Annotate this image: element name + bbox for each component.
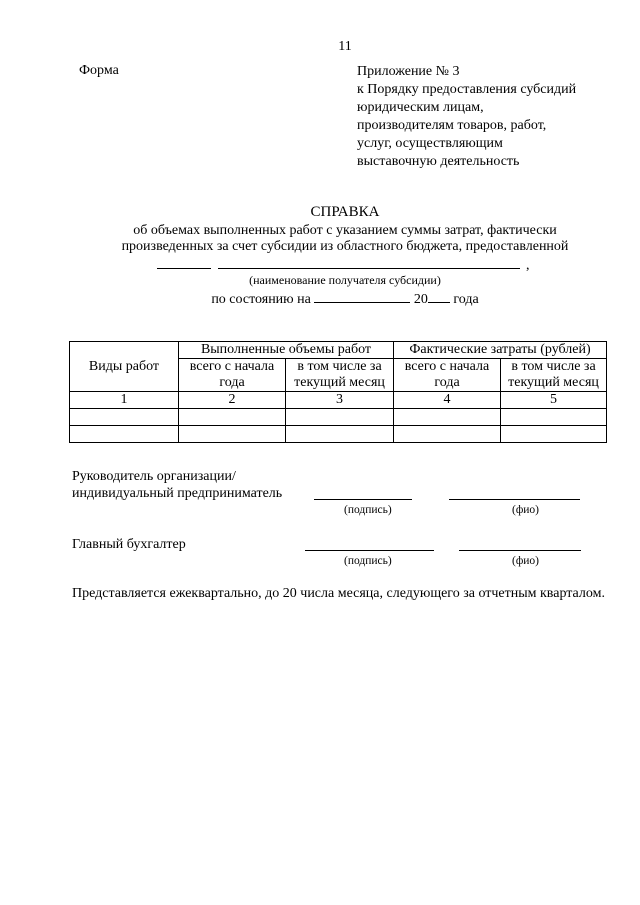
header-completed-volumes: Выполненные объемы работ: [179, 342, 394, 359]
table-row: [70, 409, 607, 426]
table-cell[interactable]: [70, 409, 179, 426]
accountant-name-caption: (фио): [512, 555, 540, 567]
appendix-line: Приложение № 3: [357, 64, 460, 79]
table-cell[interactable]: [179, 409, 286, 426]
document-subtitle-line: произведенных за счет субсидии из областного бюджета, предоставленной: [121, 239, 569, 254]
recipient-line-gap: [211, 264, 218, 270]
recipient-comma: ,: [526, 258, 530, 273]
table-cell[interactable]: [70, 426, 179, 443]
appendix-line: производителям товаров, работ,: [357, 118, 547, 133]
subheader-current-month: в том числе за текущий месяц: [501, 359, 607, 392]
head-signature-field[interactable]: [314, 499, 412, 500]
accountant-signature-field[interactable]: [305, 550, 434, 551]
subheader-since-year-start: всего с начала года: [179, 359, 286, 392]
appendix-line: к Порядку предоставления субсидий: [357, 82, 577, 97]
recipient-caption: (наименование получателя субсидии): [249, 273, 441, 287]
report-table: [69, 341, 607, 443]
table-cell[interactable]: [179, 426, 286, 443]
header-work-types: Виды работ: [70, 342, 179, 392]
column-number: 5: [501, 392, 607, 409]
as-of-date-row: [0, 289, 640, 308]
as-of-year-prefix: 20: [413, 292, 428, 307]
table-row: [70, 426, 607, 443]
header-actual-costs: Фактические затраты (рублей): [394, 342, 607, 359]
table-column-numbers-row: [70, 392, 607, 409]
column-number: 1: [70, 392, 179, 409]
subheader-since-year-start: всего с начала года: [394, 359, 501, 392]
form-label: Форма: [79, 63, 119, 78]
table-header-row: [70, 342, 607, 359]
head-title-line2: индивидуальный предприниматель: [72, 486, 283, 501]
head-name-caption: (фио): [512, 504, 540, 516]
column-number: 2: [179, 392, 286, 409]
document-title: СПРАВКА: [310, 204, 380, 220]
as-of-date-field[interactable]: [314, 289, 410, 303]
table-cell[interactable]: [286, 426, 394, 443]
column-number: 4: [394, 392, 501, 409]
appendix-header: [357, 63, 576, 171]
accountant-signature-caption: (подпись): [344, 555, 392, 567]
footer-note: Представляется ежеквартально, до 20 числа месяца, следующего за отчетным кварталом.: [72, 586, 605, 601]
document-subtitle-line: об объемах выполненных работ с указанием суммы затрат, фактически: [133, 223, 557, 238]
table-cell[interactable]: [501, 426, 607, 443]
table-cell[interactable]: [394, 409, 501, 426]
head-name-field[interactable]: [449, 499, 580, 500]
table-cell[interactable]: [286, 409, 394, 426]
column-number: 3: [286, 392, 394, 409]
accountant-name-field[interactable]: [459, 550, 581, 551]
appendix-line: юридическим лицам,: [357, 100, 484, 115]
appendix-line: услуг, осуществляющим: [357, 136, 503, 151]
subheader-current-month: в том числе за текущий месяц: [286, 359, 394, 392]
as-of-year-suffix: года: [453, 292, 479, 307]
table-cell[interactable]: [501, 409, 607, 426]
as-of-label: по состоянию на: [211, 292, 311, 307]
as-of-year-field[interactable]: [428, 289, 450, 303]
head-title-line1: Руководитель организации/: [72, 469, 236, 484]
table-cell[interactable]: [394, 426, 501, 443]
head-signature-caption: (подпись): [344, 504, 392, 516]
accountant-title: Главный бухгалтер: [72, 537, 186, 552]
page-number: 11: [338, 39, 352, 54]
appendix-line: выставочную деятельность: [357, 154, 520, 169]
